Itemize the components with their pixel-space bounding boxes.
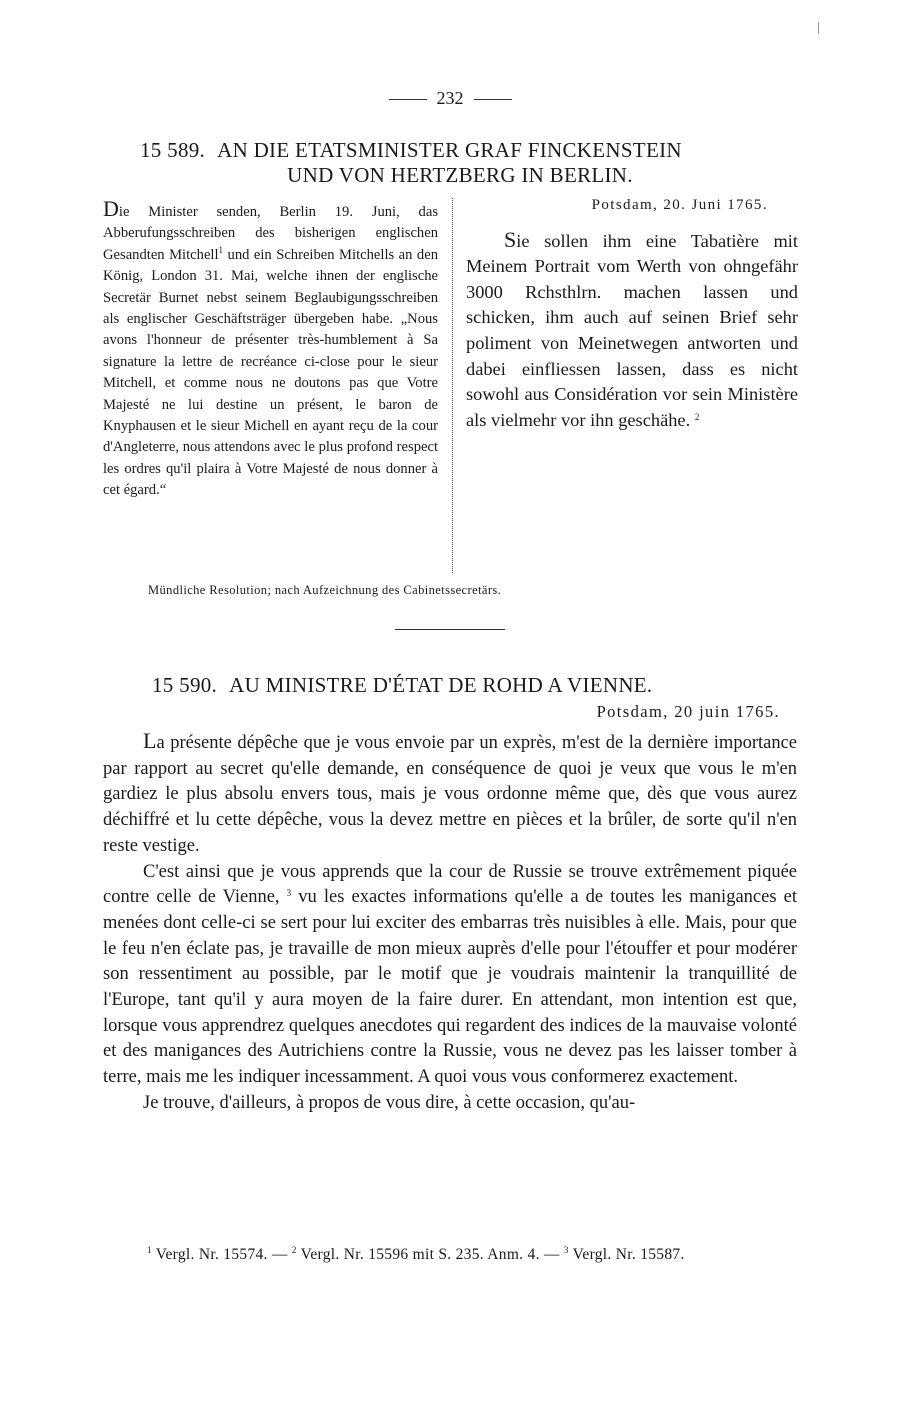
footnote-2: Vergl. Nr. 15596 mit S. 235. Anm. 4. — [296,1246,564,1263]
page-number-dash-right [474,99,512,100]
letter-2-body [103,728,797,1117]
paragraph-3-text: Je trouve, d'ailleurs, à propos de vous dire, à cette occasion, qu'au- [143,1092,636,1113]
letter-1-source-note: Mündliche Resolution; nach Aufzeichnung des Cabinetssecretärs. [148,583,502,597]
letter-1-title-line2: UND VON HERTZBERG IN BERLIN. [287,163,633,187]
footnotes [103,1244,797,1266]
letter-1-heading [140,138,780,188]
footnote-3: Vergl. Nr. 15587. [568,1246,685,1263]
letter-2-heading [152,673,792,698]
page-number: 232 [436,88,464,108]
summary-text-b: und ein Schreiben Mitchells an den König, London 31. Mai, welche ihnen der englische Secretär Burnet nebst seinem Beglaubigungsschreiben als englischer Geschäftsträger übergeben habe. „Nous avons l'honneur de présenter très-humblement à Sa signature la lettre de recréance ci-close pour le sieur Mitchell, et comme nous ne doutons pas que Votre Majesté ne lui destine un présent, le baron de Knyphausen et le sieur Michell en ayant reçu de la cour d'Angleterre, nous attendons avec le plus profond respect les ordres qu'il plaira à Votre Majesté de nous donner à cet égard.“ [103,246,438,499]
summary-text-a: ie Minister senden, Berlin 19. Juni, das Abberufungsschreiben des bisherigen englischen Gesandten Mitchell [103,204,438,263]
reply-drop-letter: S [504,226,517,252]
summary-drop-letter: D [103,196,119,221]
column-divider [452,198,453,573]
page-number-line [0,88,900,109]
letter-1-reply-text [466,227,798,434]
footnote-ref-3: 3 [286,888,292,899]
paragraph-2 [103,860,797,1091]
footnote-ref-2: 2 [694,411,700,422]
paragraph-3 [103,1091,797,1117]
letter-1-reply [466,193,798,433]
letter-1-number: 15 589. [140,138,206,162]
footnote-1: Vergl. Nr. 15574. — [151,1246,292,1263]
letter-2-dateline: Potsdam, 20 juin 1765. [596,702,780,721]
footnote-mark-1: 1 [147,1245,152,1255]
paragraph-2-text-a: C'est ainsi que je vous apprends que la cour de Russie se trouve extrêmement piquée contre celle de Vienne, [103,861,797,908]
section-separator [395,629,505,630]
letter-1-title-line1: AN DIE ETATSMINISTER GRAF FINCKENSTEIN [217,138,682,162]
letter-2-number: 15 590. [152,673,218,697]
footnote-mark-2: 2 [291,1245,297,1255]
reply-text: ie sollen ihm eine Tabatière mit Meinem Portrait vom Werth von ohngefähr 3000 Rchsthlrn. machen lassen und schicken, ihm auch auf seinen Brief sehr poliment von Meinetwegen antworten und dabei einfliessen lassen, dass es nicht sowohl aus Considération vor sein Ministère als vielmehr vor ihn geschähe. [466,230,798,430]
paragraph-1 [103,728,797,860]
page-edge-mark [818,22,819,34]
paragraph-2-text-b: vu les exactes informations qu'elle a de toutes les manigances et menées dont celle-ci se sert pour lui exciter des embarras très nuisibles à elle. Mais, pour que le feu n'en éclate pas, je travaille de mon mieux auprès d'elle pour l'étouffer et pour modérer son ressentiment au possible, par le motif que je voudrais maintenir la tranquillité de l'Europe, tant qu'il y aura moyen de la faire durer. En attendant, mon intention est que, lorsque vous apprendrez quelques anecdotes qui regardent des indices de la mauvaise volonté et des manigances des Autrichiens contre la Russie, vous ne devez pas les laisser tomber à terre, mais me les indiquer incessamment. A quoi vous vous conformerez exactement. [103,887,797,1088]
letter-1-dateline: Potsdam, 20. Juni 1765. [591,197,768,213]
footnote-ref-1: 1 [218,244,224,255]
page-number-dash-left [389,99,427,100]
footnote-mark-3: 3 [563,1245,569,1255]
paragraph-1-drop-letter: L [143,728,157,753]
paragraph-1-text: a présente dépêche que je vous envoie par un exprès, m'est de la dernière importance par rapport au secret qu'elle demande, en conséquence de quoi je veux que vous le m'en gardiez le plus absolu envers tous, mais je vous ordonne même que, dès que vous aurez déchiffré et lu cette dépêche, vous la devez mettre en pièces et la brûler, de sorte qu'il n'en reste vestige. [103,733,797,856]
letter-2-title: AU MINISTRE D'ÉTAT DE ROHD A VIENNE. [229,673,653,697]
letter-1-summary [103,198,438,502]
